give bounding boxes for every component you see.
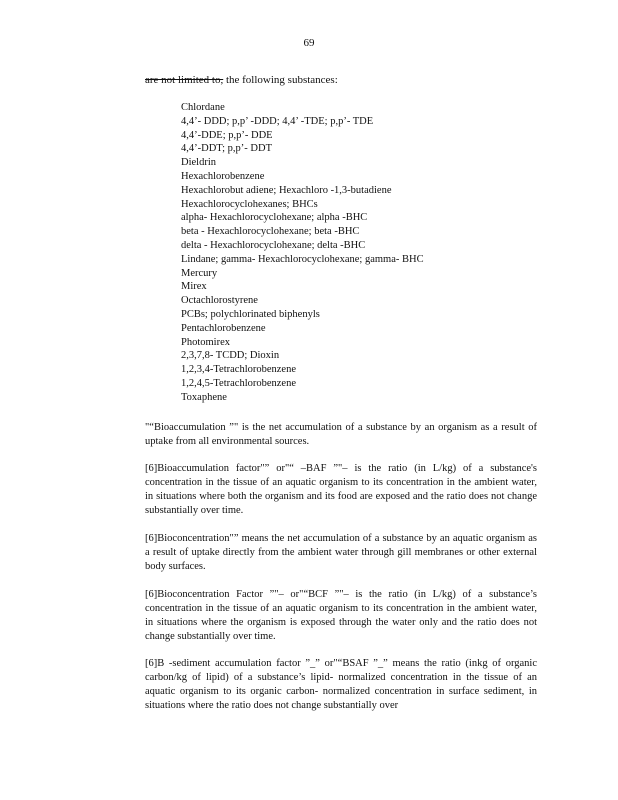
- list-item: 1,2,4,5-Tetrachlorobenzene: [181, 377, 297, 389]
- list-item: beta - Hexachlorocyclohexane; beta -BHC: [181, 226, 360, 238]
- list-item: PCBs; polychlorinated biphenyls: [181, 308, 320, 320]
- page-number: 69: [303, 37, 315, 49]
- list-item: Lindane; gamma- Hexachlorocyclohexane; gamma- BHC: [181, 253, 424, 265]
- list-item: Toxaphene: [181, 391, 227, 403]
- list-item: Mercury: [181, 267, 218, 279]
- definition-bioconcentration-factor: [6]Bioconcentration Factor ”"– or"“BCF ”"– is the ratio (in L/kg) of a substance’s concentration in the tissue of an aquatic organism to its concentration in the ambient water, in situations where the organism is exposed through the water only and the ratio does not change substantially over time.: [145, 589, 537, 642]
- intro-text: the following substances:: [223, 74, 338, 86]
- list-item: alpha- Hexachlorocyclohexane; alpha -BHC: [181, 212, 368, 224]
- list-item: Hexachlorocyclohexanes; BHCs: [181, 198, 318, 210]
- list-item: delta - Hexachlorocyclohexane; delta -BHC: [181, 239, 366, 251]
- list-item: 1,2,3,4-Tetrachlorobenzene: [181, 364, 297, 376]
- substance-list: [181, 101, 424, 405]
- definition-bioaccumulation-factor: [6]Bioaccumulation factor"” or"“ –BAF ”"– is the ratio (in L/kg) of a substance's concentration in the tissue of an aquatic organism to its concentration in the ambient water, in situations where both the organism and its food are exposed and the ratio does not change substantially over time.: [145, 463, 537, 516]
- list-item: Hexachlorobenzene: [181, 170, 265, 182]
- list-item: Photomirex: [181, 336, 230, 348]
- list-item: Hexachlorobut adiene; Hexachloro -1,3-butadiene: [181, 184, 392, 196]
- list-item: 2,3,7,8- TCDD; Dioxin: [181, 350, 280, 362]
- definition-bioconcentration: [6]Bioconcentration"” means the net accumulation of a substance by an aquatic organism as a result of uptake directly from the ambient water through gill membranes or other external body surfaces.: [145, 533, 537, 572]
- list-item: 4,4’-DDT; p,p’- DDT: [181, 143, 272, 155]
- intro-line: [145, 74, 338, 86]
- list-item: Chlordane: [181, 102, 225, 113]
- list-item: Octachlorostyrene: [181, 295, 258, 307]
- list-item: Dieldrin: [181, 157, 216, 169]
- definition-bsaf: [6]B -sediment accumulation factor ”_” or"“BSAF ”_” means the ratio (inkg of organic carbon/kg of lipid) of a substance’s lipid- normalized concentration in the tissue of an aquatic organism to its organic carbon- normalized concentration in surface sediment, in situations where the ratio does not change substantially over: [145, 658, 537, 711]
- definition-bioaccumulation: "“Bioaccumulation ”" is the net accumulation of a substance by an organism as a result of uptake from all environmental sources.: [145, 422, 537, 447]
- list-item: 4,4’- DDD; p,p’ -DDD; 4,4’ -TDE; p,p’- TDE: [181, 115, 374, 127]
- struck-text: are not limited to,: [145, 74, 224, 86]
- list-item: Pentachlorobenzene: [181, 322, 266, 334]
- list-item: 4,4’-DDE; p,p’- DDE: [181, 129, 273, 141]
- list-item: Mirex: [181, 281, 207, 293]
